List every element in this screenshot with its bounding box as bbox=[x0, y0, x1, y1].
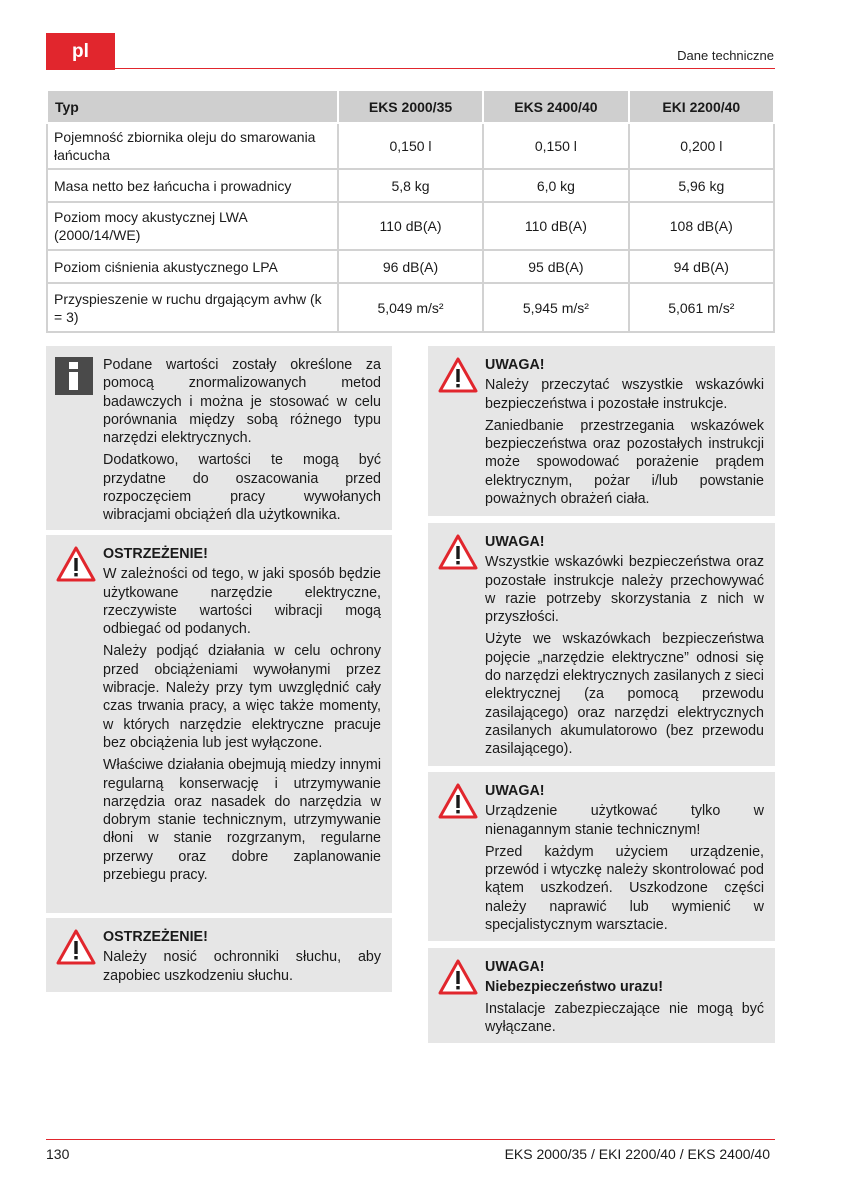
caution-paragraph: Należy przeczytać wszystkie wskazówki bezpieczeństwa i pozostałe instrukcje. bbox=[485, 377, 764, 412]
caution-paragraph: Wszystkie wskazówki bezpieczeństwa oraz pozostałe instrukcje należy przechowywać w razie potrzeby skorzystania z nich w przyszłości. bbox=[485, 554, 764, 626]
caution-heading: UWAGA! bbox=[485, 534, 545, 550]
info-box bbox=[46, 346, 392, 530]
warning-paragraph: Należy nosić ochronniki słuchu, aby zapobiec uszkodzeniu słuchu. bbox=[103, 949, 381, 984]
warning-paragraph: Właściwe działania obejmują miedzy innymi regularną konserwację i utrzymywanie narzędzia oraz nasadek do narzędzia w dobrym stanie technicznym, utrzymywanie dłoni w stanie rozgrzanym, regularne przerwy oraz dobre zaplanowanie przebiegu pracy. bbox=[103, 757, 381, 884]
cell-value: 108 dB(A) bbox=[629, 202, 774, 250]
warning-box bbox=[46, 535, 392, 913]
warning-triangle-icon bbox=[437, 533, 479, 576]
warning-triangle-icon bbox=[437, 782, 479, 825]
table-header-row bbox=[47, 90, 774, 123]
cell-value: 5,8 kg bbox=[338, 169, 483, 202]
caution-box bbox=[428, 772, 775, 941]
caution-subheading: Niebezpieczeństwo urazu! bbox=[485, 979, 663, 996]
column-header: EKS 2000/35 bbox=[338, 90, 483, 123]
warning-box bbox=[46, 918, 392, 992]
table-row bbox=[47, 250, 774, 283]
warning-triangle-icon bbox=[437, 356, 479, 399]
table-row bbox=[47, 202, 774, 250]
caution-paragraph: Użyte we wskazówkach bezpieczeństwa pojęcie „narzędzie elektryczne” odnosi się do narzędzi elektrycznych zasilanych z sieci elektrycznej (za pomocą przewodu zasilającego) oraz narzędzi elektrycznych zasilanych akumulatorowo (bez przewodu zasilającego). bbox=[485, 631, 764, 758]
info-icon bbox=[55, 357, 93, 400]
warning-triangle-icon bbox=[55, 928, 97, 971]
technical-data-table bbox=[46, 89, 775, 333]
cell-value: 6,0 kg bbox=[483, 169, 628, 202]
column-header: EKS 2400/40 bbox=[483, 90, 628, 123]
caution-paragraph: Przed każdym użyciem urządzenie, przewód i wtyczkę należy skontrolować pod kątem uszkodzeń. Uszkodzone części należy naprawić lub wymienić w specjalistycznym warsztacie. bbox=[485, 843, 764, 934]
language-tab: pl bbox=[46, 33, 115, 70]
caution-box bbox=[428, 523, 775, 766]
table-row bbox=[47, 169, 774, 202]
cell-value: 96 dB(A) bbox=[338, 250, 483, 283]
warning-paragraph: Należy podjąć działania w celu ochrony przed obciążeniami wywołanymi przez wibracje. Należy przy tym uwzględnić cały czas trwania pracy, a więc także momenty, w których narzędzie elektryczne pracuje bez obciążenia lub jest wyłączone. bbox=[103, 643, 381, 751]
info-paragraph: Podane wartości zostały określone za pomocą znormalizowanych metod badawczych i można je stosować w celu porównania między sobą różnego typu narzędzi elektrycznych. bbox=[103, 357, 381, 447]
cell-value: 0,150 l bbox=[483, 123, 628, 169]
page-number: 130 bbox=[46, 1146, 70, 1162]
row-label: Przyspieszenie w ruchu drgającym avhw (k = 3) bbox=[47, 283, 338, 332]
caution-paragraph: Instalacje zabezpieczające nie mogą być wyłączane. bbox=[485, 1000, 764, 1035]
column-header: Typ bbox=[47, 90, 338, 123]
caution-box bbox=[428, 346, 775, 516]
table-row bbox=[47, 123, 774, 169]
cell-value: 0,200 l bbox=[629, 123, 774, 169]
cell-value: 0,150 l bbox=[338, 123, 483, 169]
warning-heading: OSTRZEŻENIE! bbox=[103, 929, 208, 945]
warning-paragraph: W zależności od tego, w jaki sposób będzie użytkowane narzędzie elektryczne, rzeczywiste wartości wibracji mogą odbiegać od podanych. bbox=[103, 566, 381, 638]
info-paragraph: Dodatkowo, wartości te mogą być przydatne do oszacowania przed rozpoczęciem pracy wywołanych wibracjami obciążeń dla użytkownika. bbox=[103, 452, 381, 524]
cell-value: 94 dB(A) bbox=[629, 250, 774, 283]
caution-heading: UWAGA! bbox=[485, 357, 545, 373]
column-header: EKI 2200/40 bbox=[629, 90, 774, 123]
caution-heading: UWAGA! bbox=[485, 959, 545, 975]
caution-box bbox=[428, 948, 775, 1043]
section-title: Dane techniczne bbox=[677, 48, 774, 63]
cell-value: 5,945 m/s² bbox=[483, 283, 628, 332]
row-label: Poziom mocy akustycznej LWA (2000/14/WE) bbox=[47, 202, 338, 250]
cell-value: 5,061 m/s² bbox=[629, 283, 774, 332]
row-label: Pojemność zbiornika oleju do smarowania łańcucha bbox=[47, 123, 338, 169]
cell-value: 5,049 m/s² bbox=[338, 283, 483, 332]
header-divider bbox=[115, 68, 775, 69]
row-label: Poziom ciśnienia akustycznego LPA bbox=[47, 250, 338, 283]
warning-heading: OSTRZEŻENIE! bbox=[103, 546, 208, 562]
table-row bbox=[47, 283, 774, 332]
warning-triangle-icon bbox=[55, 545, 97, 588]
warning-triangle-icon bbox=[437, 958, 479, 1001]
caution-paragraph: Zaniedbanie przestrzegania wskazówek bezpieczeństwa oraz pozostałych instrukcji może spowodować porażenie prądem elektrycznym, pożar i/lub powstanie poważnych obrażeń ciała. bbox=[485, 417, 764, 508]
cell-value: 110 dB(A) bbox=[338, 202, 483, 250]
caution-heading: UWAGA! bbox=[485, 783, 545, 799]
footer-models: EKS 2000/35 / EKI 2200/40 / EKS 2400/40 bbox=[504, 1146, 770, 1162]
caution-paragraph: Urządzenie użytkować tylko w nienagannym stanie technicznym! bbox=[485, 803, 764, 838]
row-label: Masa netto bez łańcucha i prowadnicy bbox=[47, 169, 338, 202]
footer-divider bbox=[46, 1139, 775, 1140]
cell-value: 110 dB(A) bbox=[483, 202, 628, 250]
cell-value: 5,96 kg bbox=[629, 169, 774, 202]
cell-value: 95 dB(A) bbox=[483, 250, 628, 283]
